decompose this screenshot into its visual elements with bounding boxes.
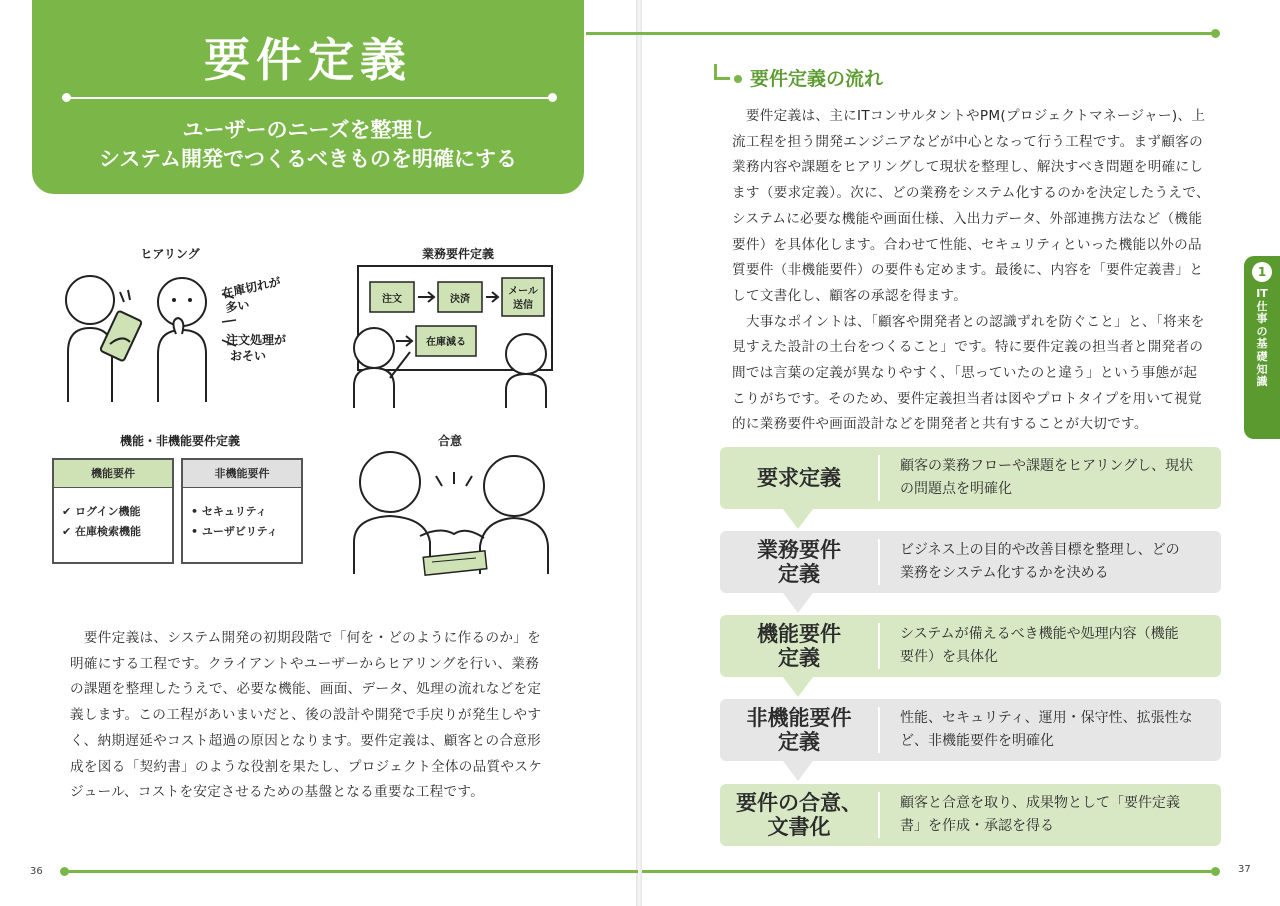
page-number-right: 37	[1238, 864, 1251, 875]
right-body-line: 大事なポイントは、「顧客や開発者との認識ずれを防ぐこと」と、「将来を	[732, 313, 1205, 330]
functional-item-search: ✔ 在庫検索機能	[62, 525, 142, 538]
hearing-note-1b: 多い	[224, 297, 251, 315]
nonfunctional-card	[181, 458, 303, 564]
right-body-line: システムに必要な機能や画面仕様、入出力データ、外部連携方法など（機能	[732, 210, 1203, 227]
check-icon: ✔	[62, 505, 76, 518]
left-body-text	[70, 626, 570, 806]
flow-step-functional	[720, 615, 1221, 677]
flow-separator	[878, 539, 880, 585]
footer-rule-left	[66, 870, 638, 873]
hearing-note-2a: 注文処理が	[226, 333, 287, 347]
left-body-line: く、納期遅延やコスト超過の原因となります。要件定義は、顧客との合意形	[70, 732, 542, 749]
flow-box-mail-a: メール	[508, 286, 538, 297]
flow-step-label: 業務要件 定義	[757, 538, 841, 586]
right-body-line: 質要件（非機能要件）の要件も定めます。最後に、内容を「要件定義書」と	[732, 262, 1204, 279]
right-body-line: 流工程を担う開発エンジニアなどが中心となって行う工程です。まず顧客の	[732, 133, 1203, 150]
flow-box-order: 注文	[382, 294, 402, 305]
top-rule-dot	[1211, 29, 1220, 38]
panel-label-business: 業務要件定義	[421, 247, 494, 261]
right-body-line: 間では言葉の定義が異なりやすく、「思っていたのと違う」という事態が起	[732, 365, 1198, 382]
flow-separator	[878, 792, 880, 838]
chapter-number-badge: 1	[1252, 262, 1272, 282]
right-body-line: ます（要求定義）。次に、どの業務をシステム化するのかを決定したうえで、	[732, 185, 1210, 202]
hearing-note-1a: 在庫切れが	[220, 274, 282, 301]
right-body-text	[732, 104, 1222, 438]
flow-box-stock: 在庫減る	[426, 337, 466, 348]
left-body-line: 要件定義は、システム開発の初期段階で「何を・どのように作るのか」を	[70, 630, 542, 646]
chapter-header	[32, 0, 584, 194]
flow-step-desc: 顧客の業務フローや課題をヒアリングし、現状 の問題点を明確化	[900, 458, 1194, 497]
left-body-line: 成を図る「契約書」のような役割を果たし、プロジェクト全体の品質やスケ	[70, 758, 543, 775]
right-body-line: 要件）を具体化します。合わせて性能、セキュリティといった機能以外の品	[732, 236, 1202, 253]
functional-card	[52, 458, 174, 564]
left-page	[0, 0, 638, 906]
heading-dot-icon	[734, 75, 742, 83]
functional-header: 機能要件	[54, 460, 172, 488]
header-divider	[68, 97, 548, 99]
flow-separator	[878, 623, 880, 669]
functional-item-login: ✔ ログイン機能	[62, 505, 141, 518]
footer-dot-right	[1211, 867, 1220, 876]
check-icon: ✔	[62, 525, 76, 538]
panel-label-agreement: 合意	[437, 434, 462, 448]
heading-hook-icon	[714, 64, 730, 80]
flow-step-label: 要件の合意、 文書化	[736, 791, 862, 839]
page-subtitle	[32, 116, 584, 174]
top-rule	[586, 32, 1216, 35]
flow-step-nonfunctional	[720, 699, 1221, 761]
left-body-line: 明確にする工程です。クライアントやユーザーからヒアリングを行い、業務	[70, 655, 540, 672]
chapter-side-tab[interactable]	[1244, 256, 1280, 439]
right-body-line: して文書化し、顧客の承認を得ます。	[732, 287, 968, 304]
flow-step-label: 非機能要件 定義	[746, 706, 852, 754]
right-body-line: 的に業務要件や画面設計などを開発者と共有することが大切です。	[732, 416, 1148, 433]
nonfunctional-header: 非機能要件	[183, 460, 301, 488]
right-body-line: 業務内容や課題をヒアリングして現状を整理し、解決すべき問題を明確にし	[732, 159, 1204, 176]
flow-step-desc: システムが備えるべき機能や処理内容（機能 要件）を具体化	[900, 626, 1179, 665]
page-number-left: 36	[30, 866, 43, 877]
flow-separator	[878, 455, 880, 501]
panel-label-functional: 機能・非機能要件定義	[119, 434, 240, 448]
flow-step-business	[720, 531, 1221, 593]
hearing-note-2b: おそい	[230, 349, 267, 363]
flow-step-label: 機能要件 定義	[757, 622, 841, 670]
subtitle-line-1: ユーザーのニーズを整理し	[182, 118, 434, 142]
panel-label-hearing: ヒアリング	[140, 247, 200, 261]
flow-step-requirements	[720, 447, 1221, 509]
footer-rule-right	[642, 870, 1216, 873]
flow-step-label: 要求定義	[757, 466, 841, 490]
agreement-illustration	[350, 446, 560, 578]
page-title: 要件定義	[204, 33, 412, 87]
subtitle-line-2: システム開発でつくるべきものを明確にする	[99, 147, 517, 171]
flow-box-mail-b: 送信	[513, 300, 533, 311]
flow-step-desc: 顧客と合意を取り、成果物として「要件定義 書」を作成・承認を得る	[900, 795, 1180, 834]
flow-step-desc: 性能、セキュリティ、運用・保守性、拡張性な ど、非機能要件を明確化	[900, 710, 1193, 749]
flow-arrow-icon	[783, 509, 813, 529]
divider-dot-right	[548, 93, 557, 102]
left-body-line: 義します。この工程があいまいだと、後の設計や開発で手戻りが発生しやす	[70, 707, 542, 724]
flow-arrow-icon	[783, 761, 813, 781]
flow-separator	[878, 707, 880, 753]
right-body-line: こりがちです。そのため、要件定義担当者は図やプロトタイプを用いて視覚	[732, 390, 1202, 407]
section-title: 要件定義の流れ	[750, 68, 884, 90]
flow-step-desc: ビジネス上の目的や改善目標を整理し、どの 業務をシステム化するかを決める	[900, 542, 1180, 581]
flow-step-agreement	[720, 784, 1221, 846]
left-body-line: の課題を整理したうえで、必要な機能、画面、データ、処理の流れなどを定	[70, 681, 542, 698]
right-body-line: 要件定義は、主にITコンサルタントやPM(プロジェクトマネージャー)、上	[732, 108, 1206, 124]
flow-arrow-icon	[783, 593, 813, 613]
left-body-line: ジュール、コストを安定させるための基盤となる重要な工程です。	[70, 784, 485, 801]
hearing-illustration	[50, 262, 320, 412]
right-body-line: 見すえた設計の土台をつくること」です。特に要件定義の担当者と開発者の	[732, 339, 1204, 356]
chapter-tab-label: IT仕事の基礎知識	[1256, 287, 1268, 389]
business-illustration	[350, 262, 560, 412]
nonfunctional-item-usability: • ユーザビリティ	[191, 525, 278, 538]
flow-box-payment: 決済	[450, 294, 470, 305]
flow-arrow-icon	[783, 677, 813, 697]
bullet-icon: •	[191, 505, 202, 518]
nonfunctional-item-security: • セキュリティ	[191, 505, 267, 518]
bullet-icon: •	[191, 525, 202, 538]
